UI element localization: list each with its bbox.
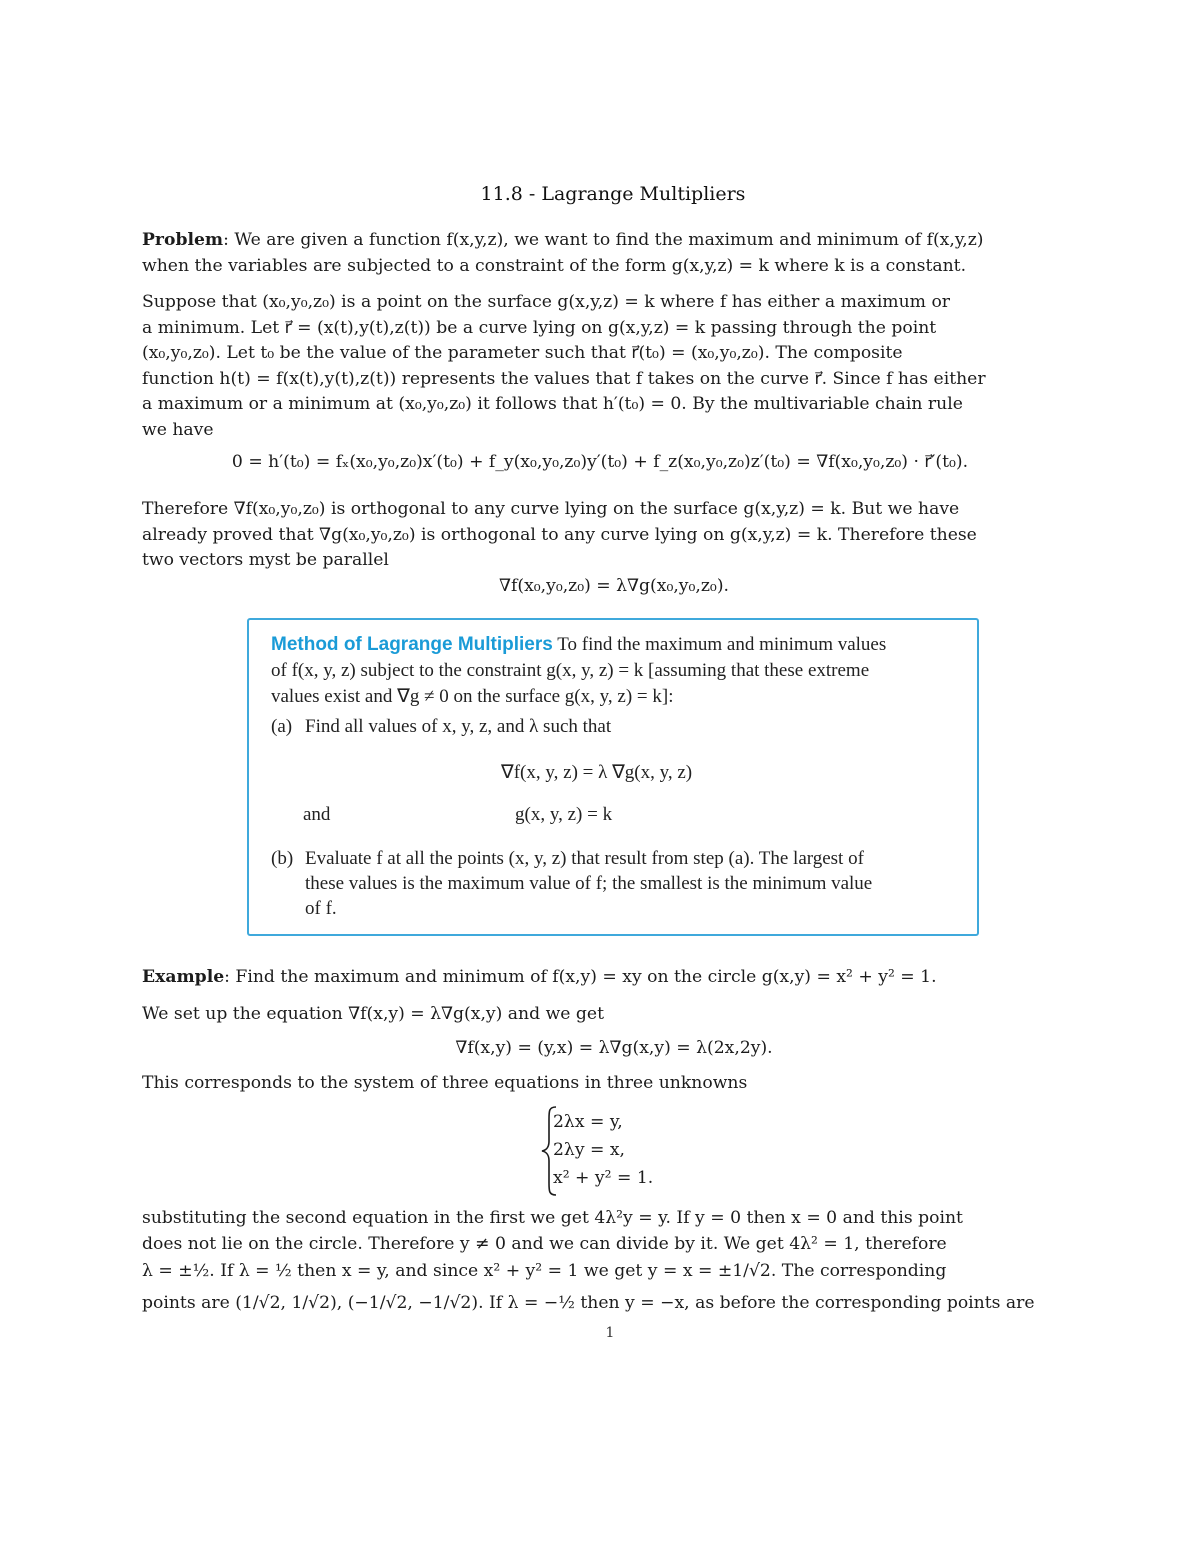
argument-line: function h(t) = f(x(t),y(t),z(t)) represents the values that f takes on the curve r⃗. Since f has either — [142, 368, 986, 389]
page-number: 1 — [605, 1325, 615, 1341]
step-b-label: (b) — [271, 848, 294, 869]
system-intro: This corresponds to the system of three equations in three unknowns — [142, 1073, 748, 1093]
step-b-text-line-1: Evaluate f at all the points (x, y, z) that result from step (a). The largest of — [305, 848, 864, 869]
argument-line: a minimum. Let r⃗ = (x(t),y(t),z(t)) be a curve lying on g(x,y,z) = k passing through the point — [142, 317, 937, 338]
argument-line: a maximum or a minimum at (x₀,y₀,z₀) it follows that h′(t₀) = 0. By the multivariable chain rule — [142, 394, 963, 414]
step-a-text: Find all values of x, y, z, and λ such that — [305, 716, 612, 737]
example-setup: We set up the equation ∇f(x,y) = λ∇g(x,y) and we get — [142, 1004, 604, 1024]
argument-line: already proved that ∇g(x₀,y₀,z₀) is orthogonal to any curve lying on g(x,y,z) = k. Therefore these — [142, 524, 977, 545]
argument-line: we have — [142, 419, 214, 440]
method-heading: Method of Lagrange Multipliers — [271, 634, 553, 655]
argument-line: Suppose that (x₀,y₀,z₀) is a point on the surface g(x,y,z) = k where f has either a maximum or — [142, 292, 951, 312]
constraint-equation: g(x, y, z) = k — [515, 804, 613, 825]
solution-line: substituting the second equation in the first we get 4λ²y = y. If y = 0 then x = 0 and this point — [142, 1208, 963, 1228]
solution-paragraph — [142, 1206, 1084, 1316]
equation-system — [553, 1108, 653, 1192]
step-a-label: (a) — [271, 716, 293, 737]
lagrange-equation: ∇f(x, y, z) = λ ∇g(x, y, z) — [501, 762, 693, 783]
problem-line-2: when the variables are subjected to a constraint of the form g(x,y,z) = k where k is a constant. — [142, 255, 967, 276]
problem-label: Problem — [142, 230, 224, 250]
argument-line: two vectors myst be parallel — [142, 550, 389, 570]
step-b-text-line-3: of f. — [305, 898, 337, 919]
problem-line-1: Problem: We are given a function f(x,y,z), we want to find the maximum and minimum of f(x,y,z) — [142, 230, 984, 250]
solution-line: points are (1/√2, 1/√2), (−1/√2, −1/√2). If λ = −½ then y = −x, as before the corresponding points are — [142, 1292, 1035, 1313]
argument-paragraph — [142, 290, 1084, 443]
orthogonality-paragraph — [142, 497, 1084, 574]
chain-rule-equation: 0 = h′(t₀) = fₓ(x₀,y₀,z₀)x′(t₀) + f_y(x₀,y₀,z₀)y′(t₀) + f_z(x₀,y₀,z₀)z′(t₀) = ∇f(x₀,y₀,z₀) · r⃗′(t₀). — [231, 452, 969, 472]
argument-line: (x₀,y₀,z₀). Let t₀ be the value of the parameter such that r⃗(t₀) = (x₀,y₀,z₀). The composite — [142, 343, 903, 363]
example-label: Example — [142, 967, 225, 987]
argument-line: Therefore ∇f(x₀,y₀,z₀) is orthogonal to any curve lying on the surface g(x,y,z) = k. But we have — [142, 499, 960, 519]
system-equation-3: x² + y² = 1. — [553, 1168, 654, 1188]
gradient-equation: ∇f(x,y) = (y,x) = λ∇g(x,y) = λ(2x,2y). — [455, 1038, 773, 1058]
step-b-text-line-2: these values is the maximum value of f; the smallest is the minimum value — [305, 873, 873, 894]
page-title: 11.8 - Lagrange Multipliers — [480, 183, 746, 205]
method-intro-line-2: of f(x, y, z) subject to the constraint g(x, y, z) = k [assuming that these extreme — [271, 660, 870, 681]
system-equation-2: 2λy = x, — [553, 1140, 626, 1160]
method-intro-line-3: values exist and ∇g ≠ 0 on the surface g(x, y, z) = k]: — [271, 686, 674, 707]
solution-line: λ = ±½. If λ = ½ then x = y, and since x² + y² = 1 we get y = x = ±1/√2. The corresponding — [142, 1261, 947, 1281]
solution-line: does not lie on the circle. Therefore y ≠ 0 and we can divide by it. We get 4λ² = 1, therefore — [142, 1233, 947, 1254]
example-statement: Example: Find the maximum and minimum of f(x,y) = xy on the circle g(x,y) = x² + y² = 1. — [142, 967, 937, 987]
method-box — [247, 618, 979, 936]
and-label: and — [303, 804, 331, 825]
system-equation-1: 2λx = y, — [553, 1112, 623, 1132]
parallel-equation: ∇f(x₀,y₀,z₀) = λ∇g(x₀,y₀,z₀). — [499, 576, 729, 596]
problem-paragraph — [142, 228, 1084, 279]
method-intro-line-1: Method of Lagrange Multipliers To find the maximum and minimum values — [271, 634, 887, 655]
